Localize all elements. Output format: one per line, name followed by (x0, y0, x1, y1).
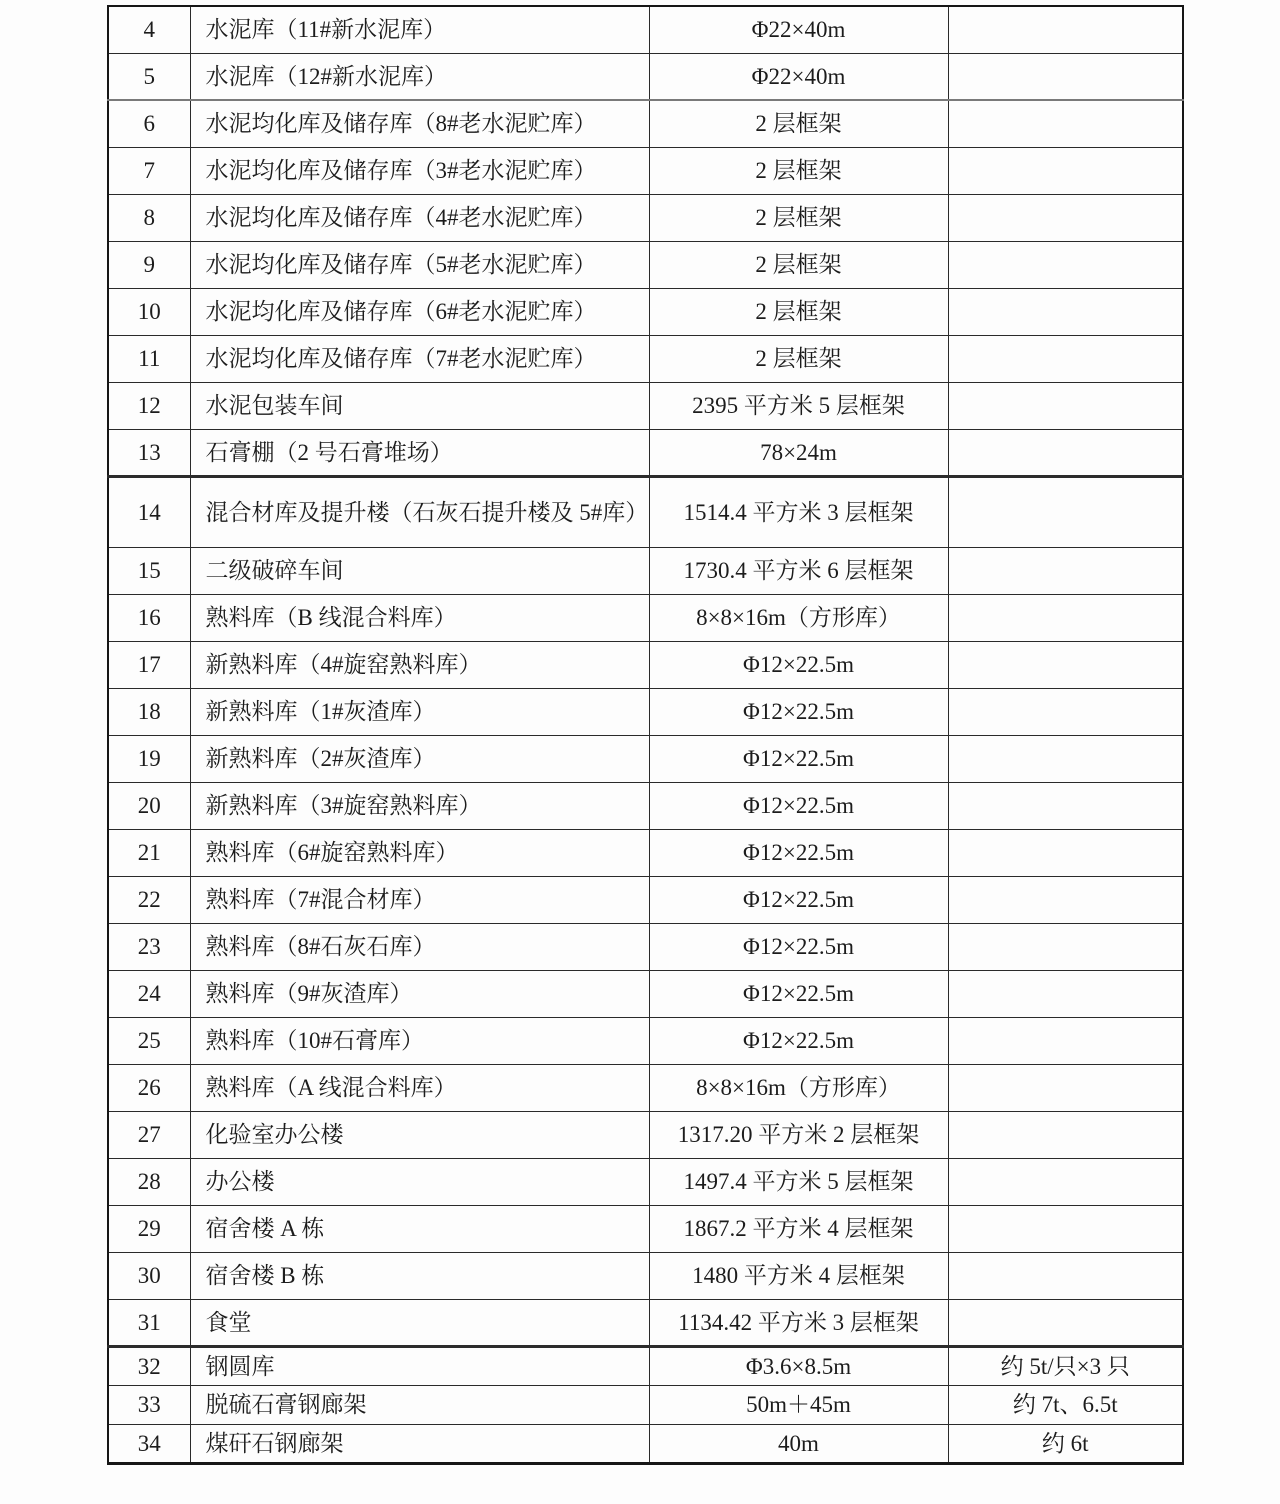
table-row (108, 429, 1183, 476)
table-row (108, 1252, 1183, 1299)
load-cell (948, 547, 1183, 594)
spec-cell: 2 层框架 (649, 241, 948, 288)
row-number-cell: 18 (108, 688, 190, 735)
table-row (108, 241, 1183, 288)
building-name-cell: 水泥包装车间 (190, 382, 649, 429)
building-name-cell: 石膏棚（2 号石膏堆场） (190, 429, 649, 476)
building-name-cell: 煤矸石钢廊架 (190, 1424, 649, 1463)
table-row (108, 476, 1183, 547)
load-cell (948, 194, 1183, 241)
row-number-cell: 23 (108, 923, 190, 970)
spec-cell: 40m (649, 1424, 948, 1463)
table-row (108, 100, 1183, 147)
load-cell (948, 1064, 1183, 1111)
spec-cell: Φ12×22.5m (649, 923, 948, 970)
building-name-cell: 水泥均化库及储存库（3#老水泥贮库） (190, 147, 649, 194)
table-body (108, 6, 1183, 1463)
load-cell (948, 476, 1183, 547)
building-name-cell: 熟料库（10#石膏库） (190, 1017, 649, 1064)
load-cell (948, 1111, 1183, 1158)
load-cell (948, 923, 1183, 970)
building-name-cell: 熟料库（8#石灰石库） (190, 923, 649, 970)
building-name-cell: 化验室办公楼 (190, 1111, 649, 1158)
load-cell (948, 1205, 1183, 1252)
spec-cell: 1514.4 平方米 3 层框架 (649, 476, 948, 547)
building-name-cell: 宿舍楼 B 栋 (190, 1252, 649, 1299)
spec-cell: 8×8×16m（方形库） (649, 1064, 948, 1111)
spec-cell: 1730.4 平方米 6 层框架 (649, 547, 948, 594)
spec-cell: Φ12×22.5m (649, 688, 948, 735)
table-row (108, 335, 1183, 382)
row-number-cell: 14 (108, 476, 190, 547)
row-number-cell: 24 (108, 970, 190, 1017)
load-cell (948, 1252, 1183, 1299)
table-row (108, 547, 1183, 594)
load-cell (948, 876, 1183, 923)
spec-cell: Φ12×22.5m (649, 641, 948, 688)
table-row (108, 688, 1183, 735)
table-row (108, 1385, 1183, 1424)
load-cell (948, 429, 1183, 476)
load-cell (948, 241, 1183, 288)
building-name-cell: 新熟料库（2#灰渣库） (190, 735, 649, 782)
building-name-cell: 食堂 (190, 1299, 649, 1346)
load-cell: 约 5t/只×3 只 (948, 1346, 1183, 1385)
row-number-cell: 27 (108, 1111, 190, 1158)
load-cell (948, 335, 1183, 382)
load-cell (948, 782, 1183, 829)
building-name-cell: 水泥均化库及储存库（4#老水泥贮库） (190, 194, 649, 241)
spec-cell: Φ3.6×8.5m (649, 1346, 948, 1385)
row-number-cell: 30 (108, 1252, 190, 1299)
row-number-cell: 20 (108, 782, 190, 829)
row-number-cell: 4 (108, 6, 190, 53)
building-name-cell: 熟料库（7#混合材库） (190, 876, 649, 923)
building-name-cell: 水泥均化库及储存库（5#老水泥贮库） (190, 241, 649, 288)
spec-cell: 2 层框架 (649, 194, 948, 241)
spec-cell: 1317.20 平方米 2 层框架 (649, 1111, 948, 1158)
building-name-cell: 钢圆库 (190, 1346, 649, 1385)
building-name-cell: 新熟料库（1#灰渣库） (190, 688, 649, 735)
row-number-cell: 17 (108, 641, 190, 688)
row-number-cell: 10 (108, 288, 190, 335)
load-cell (948, 100, 1183, 147)
building-name-cell: 混合材库及提升楼（石灰石提升楼及 5#库） (190, 476, 649, 547)
spec-cell: Φ12×22.5m (649, 782, 948, 829)
building-name-cell: 熟料库（6#旋窑熟料库） (190, 829, 649, 876)
spec-cell: Φ12×22.5m (649, 876, 948, 923)
spec-cell: Φ12×22.5m (649, 1017, 948, 1064)
table-row (108, 970, 1183, 1017)
building-name-cell: 水泥均化库及储存库（8#老水泥贮库） (190, 100, 649, 147)
building-name-cell: 熟料库（B 线混合料库） (190, 594, 649, 641)
table-row (108, 1111, 1183, 1158)
load-cell (948, 6, 1183, 53)
load-cell (948, 147, 1183, 194)
row-number-cell: 31 (108, 1299, 190, 1346)
row-number-cell: 25 (108, 1017, 190, 1064)
building-name-cell: 水泥库（11#新水泥库） (190, 6, 649, 53)
row-number-cell: 33 (108, 1385, 190, 1424)
table-row (108, 923, 1183, 970)
row-number-cell: 28 (108, 1158, 190, 1205)
load-cell (948, 970, 1183, 1017)
row-number-cell: 13 (108, 429, 190, 476)
spec-cell: 78×24m (649, 429, 948, 476)
table-row (108, 1346, 1183, 1385)
row-number-cell: 5 (108, 53, 190, 100)
building-name-cell: 办公楼 (190, 1158, 649, 1205)
load-cell (948, 641, 1183, 688)
table-row (108, 594, 1183, 641)
table-row (108, 641, 1183, 688)
load-cell: 约 7t、6.5t (948, 1385, 1183, 1424)
row-number-cell: 7 (108, 147, 190, 194)
spec-cell: 1867.2 平方米 4 层框架 (649, 1205, 948, 1252)
row-number-cell: 34 (108, 1424, 190, 1463)
spec-cell: 2 层框架 (649, 147, 948, 194)
spec-cell: Φ22×40m (649, 6, 948, 53)
spec-cell: Φ12×22.5m (649, 970, 948, 1017)
building-name-cell: 二级破碎车间 (190, 547, 649, 594)
spec-cell: 2 层框架 (649, 100, 948, 147)
row-number-cell: 11 (108, 335, 190, 382)
table-row (108, 53, 1183, 100)
load-cell (948, 1299, 1183, 1346)
building-name-cell: 水泥均化库及储存库（6#老水泥贮库） (190, 288, 649, 335)
table-row (108, 735, 1183, 782)
building-name-cell: 新熟料库（3#旋窑熟料库） (190, 782, 649, 829)
table-row (108, 288, 1183, 335)
building-name-cell: 熟料库（9#灰渣库） (190, 970, 649, 1017)
table-row (108, 782, 1183, 829)
row-number-cell: 15 (108, 547, 190, 594)
table-row (108, 1205, 1183, 1252)
spec-cell: 50m＋45m (649, 1385, 948, 1424)
row-number-cell: 16 (108, 594, 190, 641)
building-name-cell: 脱硫石膏钢廊架 (190, 1385, 649, 1424)
spec-cell: 8×8×16m（方形库） (649, 594, 948, 641)
table-row (108, 1064, 1183, 1111)
spec-cell: 2395 平方米 5 层框架 (649, 382, 948, 429)
table-row (108, 382, 1183, 429)
table-row (108, 876, 1183, 923)
table-row (108, 1299, 1183, 1346)
building-name-cell: 新熟料库（4#旋窑熟料库） (190, 641, 649, 688)
row-number-cell: 8 (108, 194, 190, 241)
row-number-cell: 12 (108, 382, 190, 429)
load-cell (948, 594, 1183, 641)
spec-cell: 2 层框架 (649, 288, 948, 335)
row-number-cell: 21 (108, 829, 190, 876)
table-row (108, 147, 1183, 194)
spec-cell: Φ22×40m (649, 53, 948, 100)
load-cell (948, 1158, 1183, 1205)
table-row (108, 194, 1183, 241)
load-cell: 约 6t (948, 1424, 1183, 1463)
row-number-cell: 29 (108, 1205, 190, 1252)
table-row (108, 1017, 1183, 1064)
spec-cell: Φ12×22.5m (649, 735, 948, 782)
table-row (108, 6, 1183, 53)
building-name-cell: 水泥均化库及储存库（7#老水泥贮库） (190, 335, 649, 382)
load-cell (948, 382, 1183, 429)
spec-cell: 1480 平方米 4 层框架 (649, 1252, 948, 1299)
load-cell (948, 1017, 1183, 1064)
building-structures-table (107, 5, 1184, 1465)
load-cell (948, 829, 1183, 876)
load-cell (948, 688, 1183, 735)
row-number-cell: 6 (108, 100, 190, 147)
table-row (108, 1424, 1183, 1463)
row-number-cell: 32 (108, 1346, 190, 1385)
building-name-cell: 宿舍楼 A 栋 (190, 1205, 649, 1252)
table-row (108, 1158, 1183, 1205)
spec-cell: 1134.42 平方米 3 层框架 (649, 1299, 948, 1346)
row-number-cell: 22 (108, 876, 190, 923)
load-cell (948, 288, 1183, 335)
row-number-cell: 26 (108, 1064, 190, 1111)
row-number-cell: 9 (108, 241, 190, 288)
load-cell (948, 735, 1183, 782)
table-row (108, 829, 1183, 876)
building-name-cell: 水泥库（12#新水泥库） (190, 53, 649, 100)
load-cell (948, 53, 1183, 100)
spec-cell: 2 层框架 (649, 335, 948, 382)
building-name-cell: 熟料库（A 线混合料库） (190, 1064, 649, 1111)
spec-cell: 1497.4 平方米 5 层框架 (649, 1158, 948, 1205)
spec-cell: Φ12×22.5m (649, 829, 948, 876)
row-number-cell: 19 (108, 735, 190, 782)
